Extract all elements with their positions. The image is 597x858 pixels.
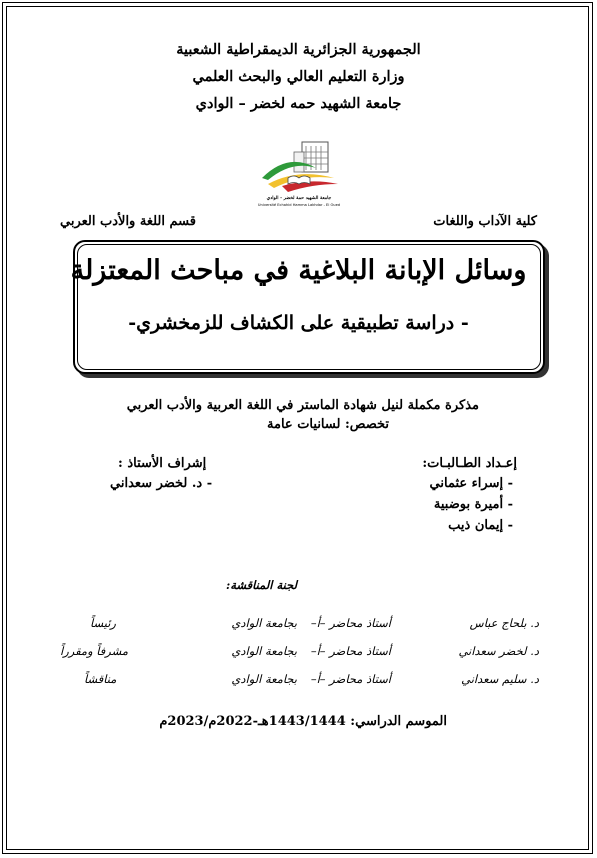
committee-member-role: رئيساً — [90, 616, 116, 630]
logo-caption-fr: Université Echahid Hamma Lakhdar - El Oued — [257, 203, 341, 207]
committee-heading: لجنة المناقشة: — [226, 578, 298, 592]
ministry-line: وزارة التعليم العالي والبحث العلمي — [192, 68, 405, 85]
thesis-subtitle: - دراسة تطبيقية على الكشاف للزمخشري- — [128, 312, 469, 334]
logo-caption-ar: جامعة الشهيد حمة لخضر - الوادي — [266, 196, 332, 201]
student-name: - أميرة بوضبية — [433, 497, 513, 512]
thesis-purpose: مذكرة مكملة لنيل شهادة الماستر في اللغة العربية والأدب العربي — [126, 398, 479, 413]
faculty-label: كلية الآداب واللغات — [433, 214, 537, 229]
committee-member-name: د. بلحاج عباس — [469, 616, 539, 630]
thesis-title: وسائل الإبانة البلاغية في مباحث المعتزلة — [70, 255, 527, 286]
committee-member-university: بجامعة الوادي — [231, 616, 297, 630]
supervisor-heading: إشراف الأستاذ : — [118, 456, 207, 471]
committee-member-rank: أستاذ محاضر –أ– — [310, 672, 391, 686]
committee-member-rank: أستاذ محاضر –أ– — [310, 644, 391, 658]
students-heading: إعـداد الطـالبـات: — [422, 456, 517, 471]
republic-line: الجمهورية الجزائرية الديمقراطية الشعبية — [176, 41, 421, 58]
committee-member-name: د. لخضر سعداني — [458, 644, 539, 658]
thesis-specialty: تخصص: لسانيات عامة — [267, 417, 389, 432]
committee-member-name: د. سليم سعداني — [461, 672, 539, 686]
supervisor-name: - د. لخضر سعداني — [110, 476, 213, 491]
academic-year: الموسم الدراسي: 1443/1444هـ-2022م/2023م — [159, 714, 447, 729]
committee-member-rank: أستاذ محاضر –أ– — [310, 616, 391, 630]
student-name: - إسراء عثماني — [429, 476, 513, 491]
committee-member-university: بجامعة الوادي — [231, 644, 297, 658]
committee-member-role: مشرفاً ومقرراً — [60, 644, 129, 658]
committee-member-role: مناقشاً — [84, 672, 117, 686]
department-label: قسم اللغة والأدب العربي — [60, 214, 196, 229]
student-name: - إيمان ذيب — [448, 518, 513, 533]
committee-member-university: بجامعة الوادي — [231, 672, 297, 686]
university-line: جامعة الشهيد حمه لخضر – الوادي — [195, 95, 402, 112]
